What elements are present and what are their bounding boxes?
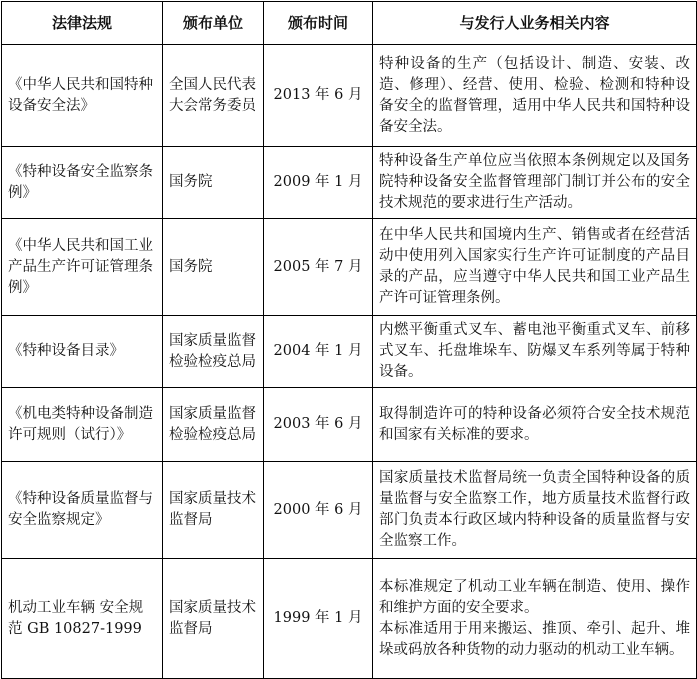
header-issuer: 颁布单位 [163,2,264,45]
law-name: 《特种设备质量监督与安全监察规定》 [2,462,163,559]
law-name: 《中华人民共和国特种设备安全法》 [2,45,163,147]
content-paragraph: 本标准规定了机动工业车辆在制造、使用、操作和维护方面的安全要求。 [379,578,690,616]
issue-date: 2005 年 7 月 [264,219,373,316]
content-paragraph: 特种设备生产单位应当依照本条例规定以及国务院特种设备安全监督管理部门制订并公布的安全技术规范的要求进行生产活动。 [379,153,690,211]
content-paragraph: 国家质量技术监督局统一负责全国特种设备的质量监督与安全监察工作，地方质量技术监督行政部门负责本行政区域内特种设备的质量监督与安全监察工作。 [379,470,690,549]
law-name: 《机电类特种设备制造许可规则（试行）》 [2,388,163,462]
content-paragraph: 本标准适用于用来搬运、推顶、牵引、起升、堆垛或码放各种货物的动力驱动的机动工业车辆。 [379,620,690,658]
table-row [2,559,697,679]
table-header-row [2,2,697,45]
table-row [2,316,697,388]
related-content [373,147,697,219]
issuer: 全国人民代表大会常务委员 [163,45,264,147]
issue-date: 2013 年 6 月 [264,45,373,147]
law-name: 《特种设备安全监察条例》 [2,147,163,219]
table-row [2,388,697,462]
issuer: 国家质量技术监督局 [163,559,264,679]
related-content [373,462,697,559]
table-row [2,219,697,316]
related-content [373,219,697,316]
issuer: 国家质量监督检验检疫总局 [163,316,264,388]
related-content [373,388,697,462]
law-name: 《中华人民共和国工业产品生产许可证管理条例》 [2,219,163,316]
table-row [2,147,697,219]
issue-date: 2009 年 1 月 [264,147,373,219]
issuer: 国家质量监督检验检疫总局 [163,388,264,462]
issue-date: 2000 年 6 月 [264,462,373,559]
header-date: 颁布时间 [264,2,373,45]
issue-date: 1999 年 1 月 [264,559,373,679]
table-row [2,462,697,559]
header-content: 与发行人业务相关内容 [373,2,697,45]
issue-date: 2004 年 1 月 [264,316,373,388]
related-content [373,316,697,388]
header-law: 法律法规 [2,2,163,45]
content-paragraph: 在中华人民共和国境内生产、销售或者在经营活动中使用列入国家实行生产许可证制度的产品目录的产品，应当遵守中华人民共和国工业产品生产许可证管理条例。 [379,227,690,306]
issuer: 国务院 [163,147,264,219]
law-name: 《特种设备目录》 [2,316,163,388]
issuer: 国家质量技术监督局 [163,462,264,559]
content-paragraph: 内燃平衡重式叉车、蓄电池平衡重式叉车、前移式叉车、托盘堆垛车、防爆叉车系列等属于特种设备。 [379,322,690,380]
law-name: 机动工业车辆 安全规范 GB 10827-1999 [2,559,163,679]
related-content [373,45,697,147]
regulations-table [1,1,697,679]
issue-date: 2003 年 6 月 [264,388,373,462]
content-paragraph: 取得制造许可的特种设备必须符合安全技术规范和国家有关标准的要求。 [379,405,690,443]
issuer: 国务院 [163,219,264,316]
table-row [2,45,697,147]
content-paragraph: 特种设备的生产（包括设计、制造、安装、改造、修理）、经营、使用、检验、检测和特种设备安全的监督管理，适用中华人民共和国特种设备安全法。 [379,55,690,135]
related-content [373,559,697,679]
